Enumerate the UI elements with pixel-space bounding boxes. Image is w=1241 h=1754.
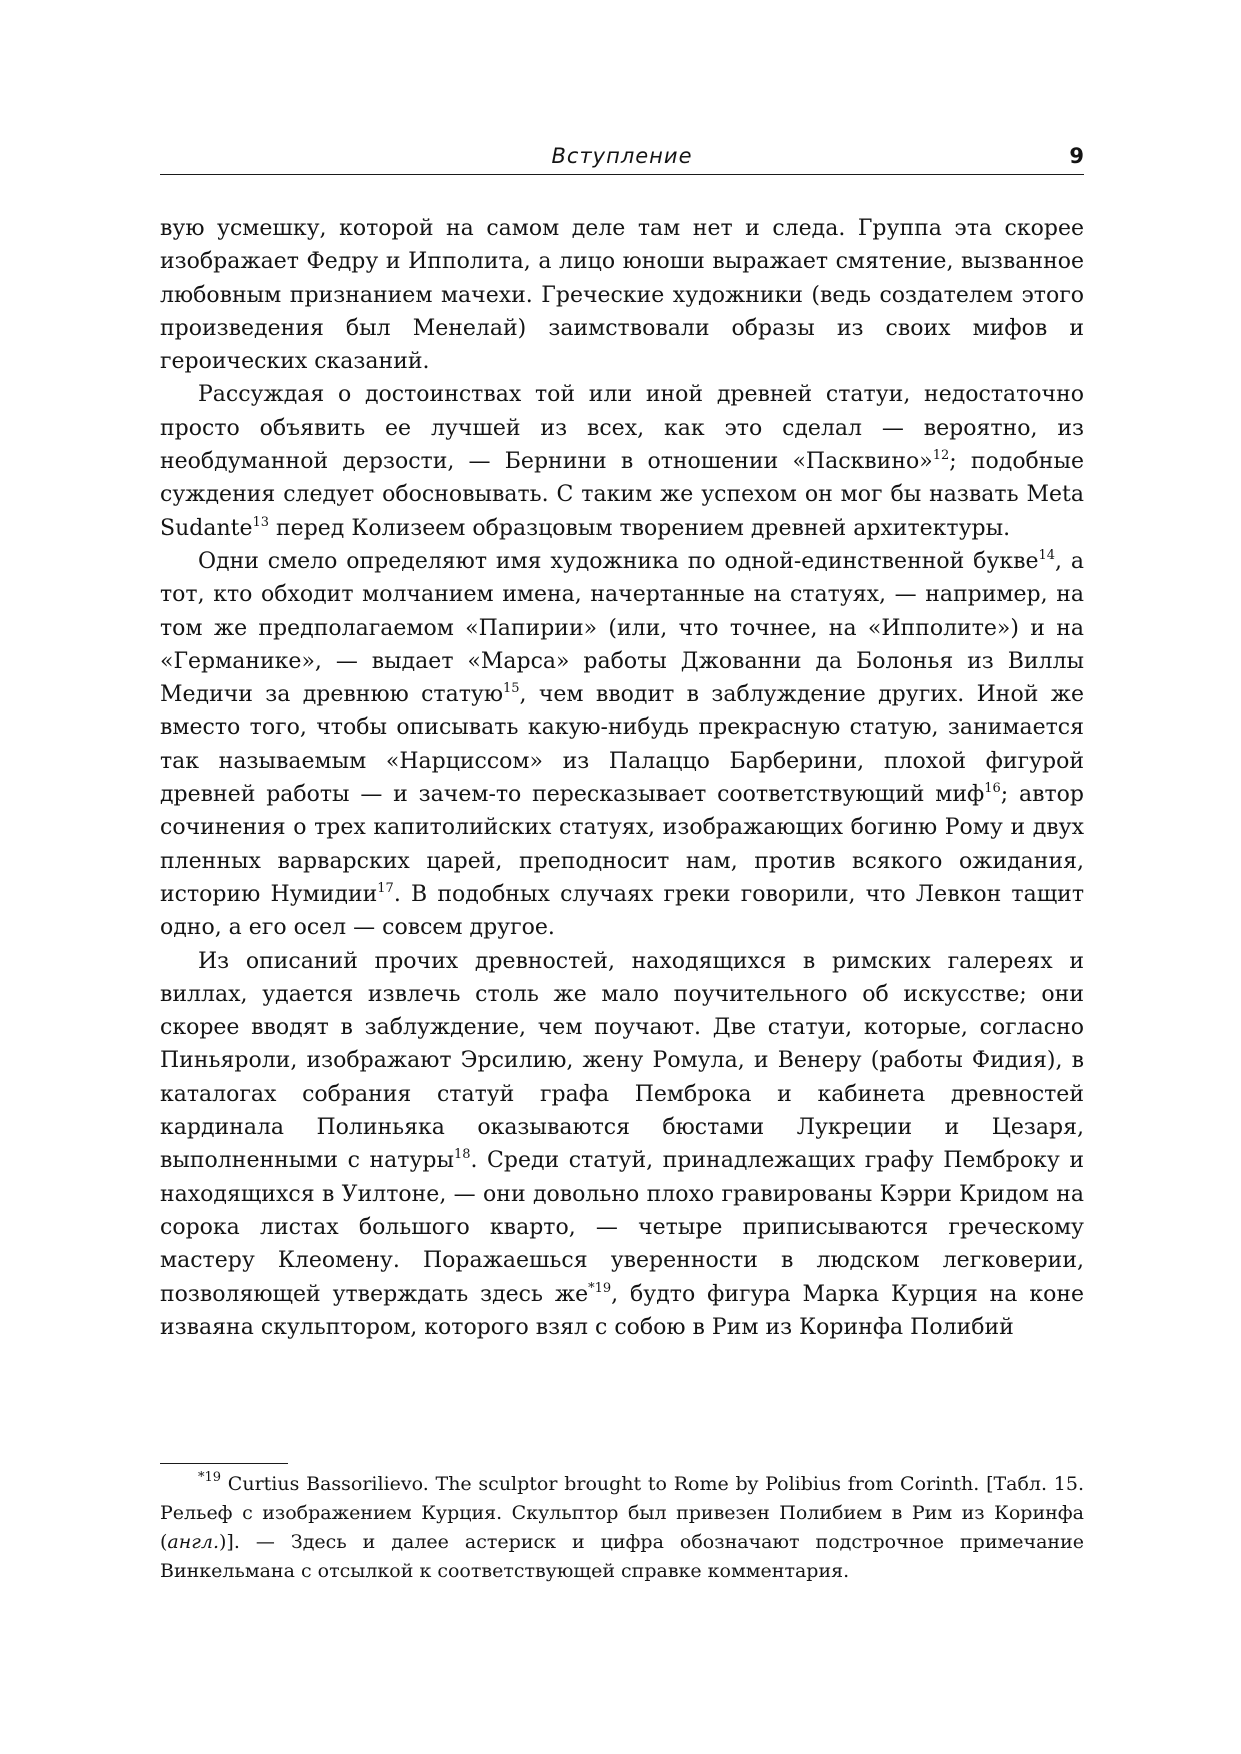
paragraph-text: ; подобные суждения следует обосновывать. С таким же успехом он мог бы назвать Meta Sudante	[160, 449, 1084, 541]
running-title: Вступление	[551, 144, 693, 168]
paragraph-2	[160, 378, 1084, 544]
paragraph-text: , чем вводит в заблуждение других. Иной же вместо того, чтобы описывать какую-нибудь прекрасную статую, занимается так называемым «Нарциссом» из Палаццо Барберини, плохой фигурой древней работы — и зачем-то пересказывает соответствующий миф	[160, 682, 1084, 808]
paragraph-text: Одни смело определяют имя художника по одной-единственной букве	[198, 548, 1039, 574]
main-text	[160, 212, 1084, 1344]
note-ref-12: 12	[932, 448, 950, 464]
paragraph-4	[160, 945, 1084, 1345]
footnote-19	[160, 1470, 1084, 1586]
paragraph-text: Рассуждая о достоинствах той или иной древней статуи, недостаточно просто объявить ее лучшей из всех, как это сделал — вероятно, из необдуманной дерзости, — Бернини в отношении «Пасквино»	[160, 382, 1084, 475]
footnote-lang-abbrev: англ.	[167, 1531, 220, 1553]
paragraph-3	[160, 545, 1084, 945]
note-ref-17: 17	[377, 880, 394, 896]
footnote-text: Curtius Bassorilievo. The sculptor brought to Rome by Polibius from Corinth. [Табл. 15. Рельеф с изображением Курция. Скульптор был привезен Полибием в Рим из Коринфа (	[160, 1473, 1084, 1553]
paragraph-text: . В подобных случаях греки говорили, что Левкон тащит одно, а его осел — совсем другое.	[160, 881, 1084, 941]
note-ref-14: 14	[1038, 547, 1056, 563]
note-ref-16: 16	[984, 781, 1001, 797]
note-ref-19: *19	[588, 1280, 612, 1296]
paragraph-text: ; автор сочинения о трех капитолийских статуях, изображающих богиню Рому и двух пленных варварских царей, преподносит нам, против всякого ожидания, историю Нумидии	[160, 782, 1084, 907]
footnote-marker: *19	[198, 1470, 222, 1485]
footnote-divider	[160, 1463, 288, 1464]
paragraph-text: перед Колизеем образцовым творением древней архитектуры.	[269, 515, 1011, 541]
paragraph-text: , будто фигура Марка Курция на коне изваяна скульптором, которого взял с собою в Рим из Коринфа Полибий	[160, 1281, 1084, 1340]
paragraph-text: . Среди статуй, принадлежащих графу Пемброку и находящихся в Уилтоне, — они довольно плохо гравированы Кэрри Кридом на сорока листах большого кварто, — четыре приписываются греческому мастеру Клеомену. Поражаешься уверенности в людском легковерии, позволяющей утверждать здесь же	[160, 1148, 1084, 1307]
note-ref-13: 13	[252, 514, 270, 530]
running-header	[160, 140, 1084, 175]
paragraph-text: , а тот, кто обходит молчанием имена, начертанные на статуях, — например, на том же предполагаемом «Папирии» (или, что точнее, на «Ипполите») и на «Германике», — выдает «Марса» работы Джованни да Болонья из Виллы Медичи за древнюю статую	[160, 548, 1084, 708]
paragraph-text: Из описаний прочих древностей, находящихся в римских галереях и виллах, удается извлечь столь же мало поучительного об искусстве; они скорее вводят в заблуждение, чем поучают. Две статуи, которые, согласно Пиньяроли, изображают Эрсилию, жену Ромула, и Венеру (работы Фидия), в каталогах собрания статуй графа Пемброка и кабинета древностей кардинала Полиньяка оказываются бюстами Лукреции и Цезаря, выполненными с натуры	[160, 948, 1084, 1174]
note-ref-18: 18	[453, 1147, 471, 1163]
page-number: 9	[1069, 144, 1084, 168]
note-ref-15: 15	[502, 681, 520, 697]
paragraph-text: вую усмешку, которой на самом деле там нет и следа. Группа эта скорее изображает Федру и Ипполита, а лицо юноши выражает смятение, вызванное любовным признанием мачехи. Греческие художники (ведь создателем этого произведения был Менелай) заимствовали образы из своих мифов и героических сказаний.	[160, 216, 1084, 375]
footnote-text-end: )]. — Здесь и далее астериск и цифра обозначают подстрочное примечание Винкельмана с отсылкой к соответствующей справке комментария.	[160, 1531, 1084, 1582]
paragraph-1	[160, 212, 1084, 378]
